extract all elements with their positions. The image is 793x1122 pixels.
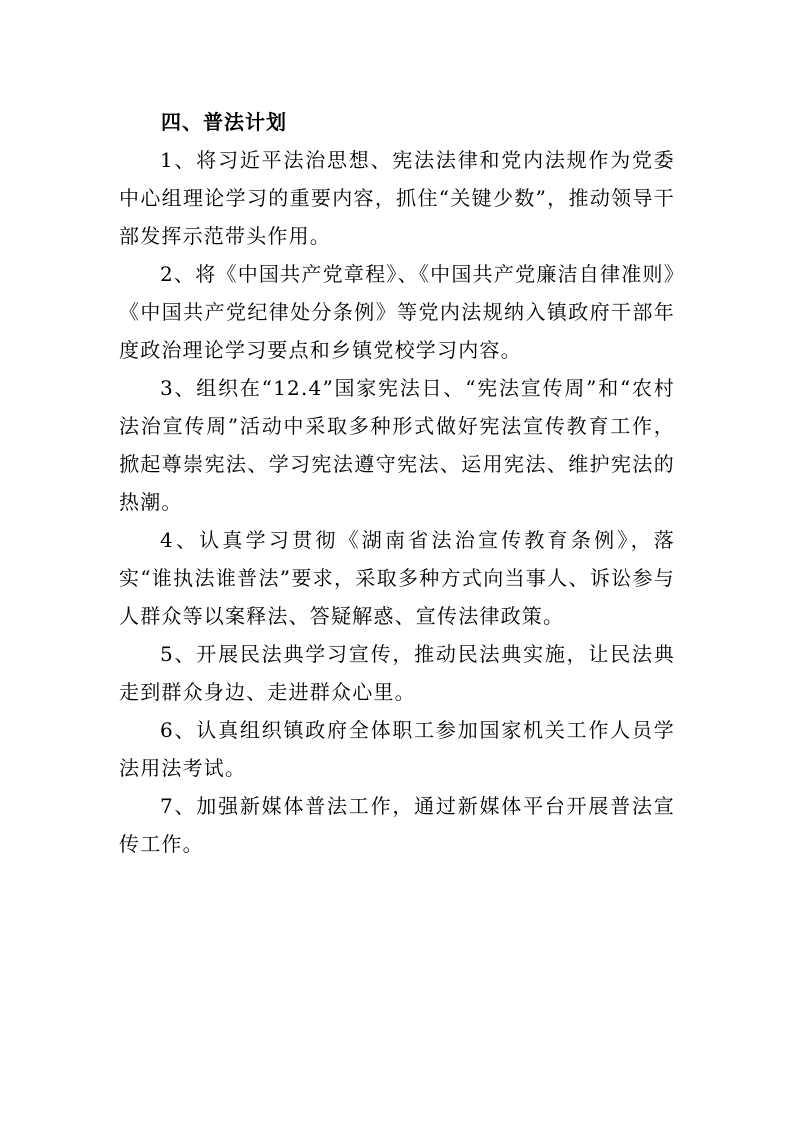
paragraph-item-4: 4、认真学习贯彻《湖南省法治宣传教育条例》，落实“谁执法谁普法”要求，采取多种方式向当事人、诉讼参与人群众等以案释法、答疑解惑、宣传法律政策。 (119, 528, 675, 628)
paragraph-item-1: 1、将习近平法治思想、宪法法律和党内法规作为党委中心组理论学习的重要内容，抓住“关键少数”，推动领导干部发挥示范带头作用。 (119, 148, 675, 248)
paragraph-item-5: 5、开展民法典学习宣传，推动民法典实施，让民法典走到群众身边、走进群众心里。 (119, 642, 675, 704)
paragraph-item-2: 2、将《中国共产党章程》、《中国共产党廉洁自律准则》《中国共产党纪律处分条例》等党内法规纳入镇政府干部年度政治理论学习要点和乡镇党校学习内容。 (119, 262, 675, 362)
paragraph-item-7: 7、加强新媒体普法工作，通过新媒体平台开展普法宣传工作。 (119, 794, 675, 856)
paragraph-item-3: 3、组织在“12.4”国家宪法日、“宪法宣传周”和“农村法治宣传周”活动中采取多种形式做好宪法宣传教育工作，掀起尊崇宪法、学习宪法遵守宪法、运用宪法、维护宪法的热潮。 (119, 376, 675, 514)
paragraph-item-6: 6、认真组织镇政府全体职工参加国家机关工作人员学法用法考试。 (119, 718, 675, 780)
document-body (119, 103, 675, 863)
section-heading: 四、普法计划 (161, 110, 287, 134)
